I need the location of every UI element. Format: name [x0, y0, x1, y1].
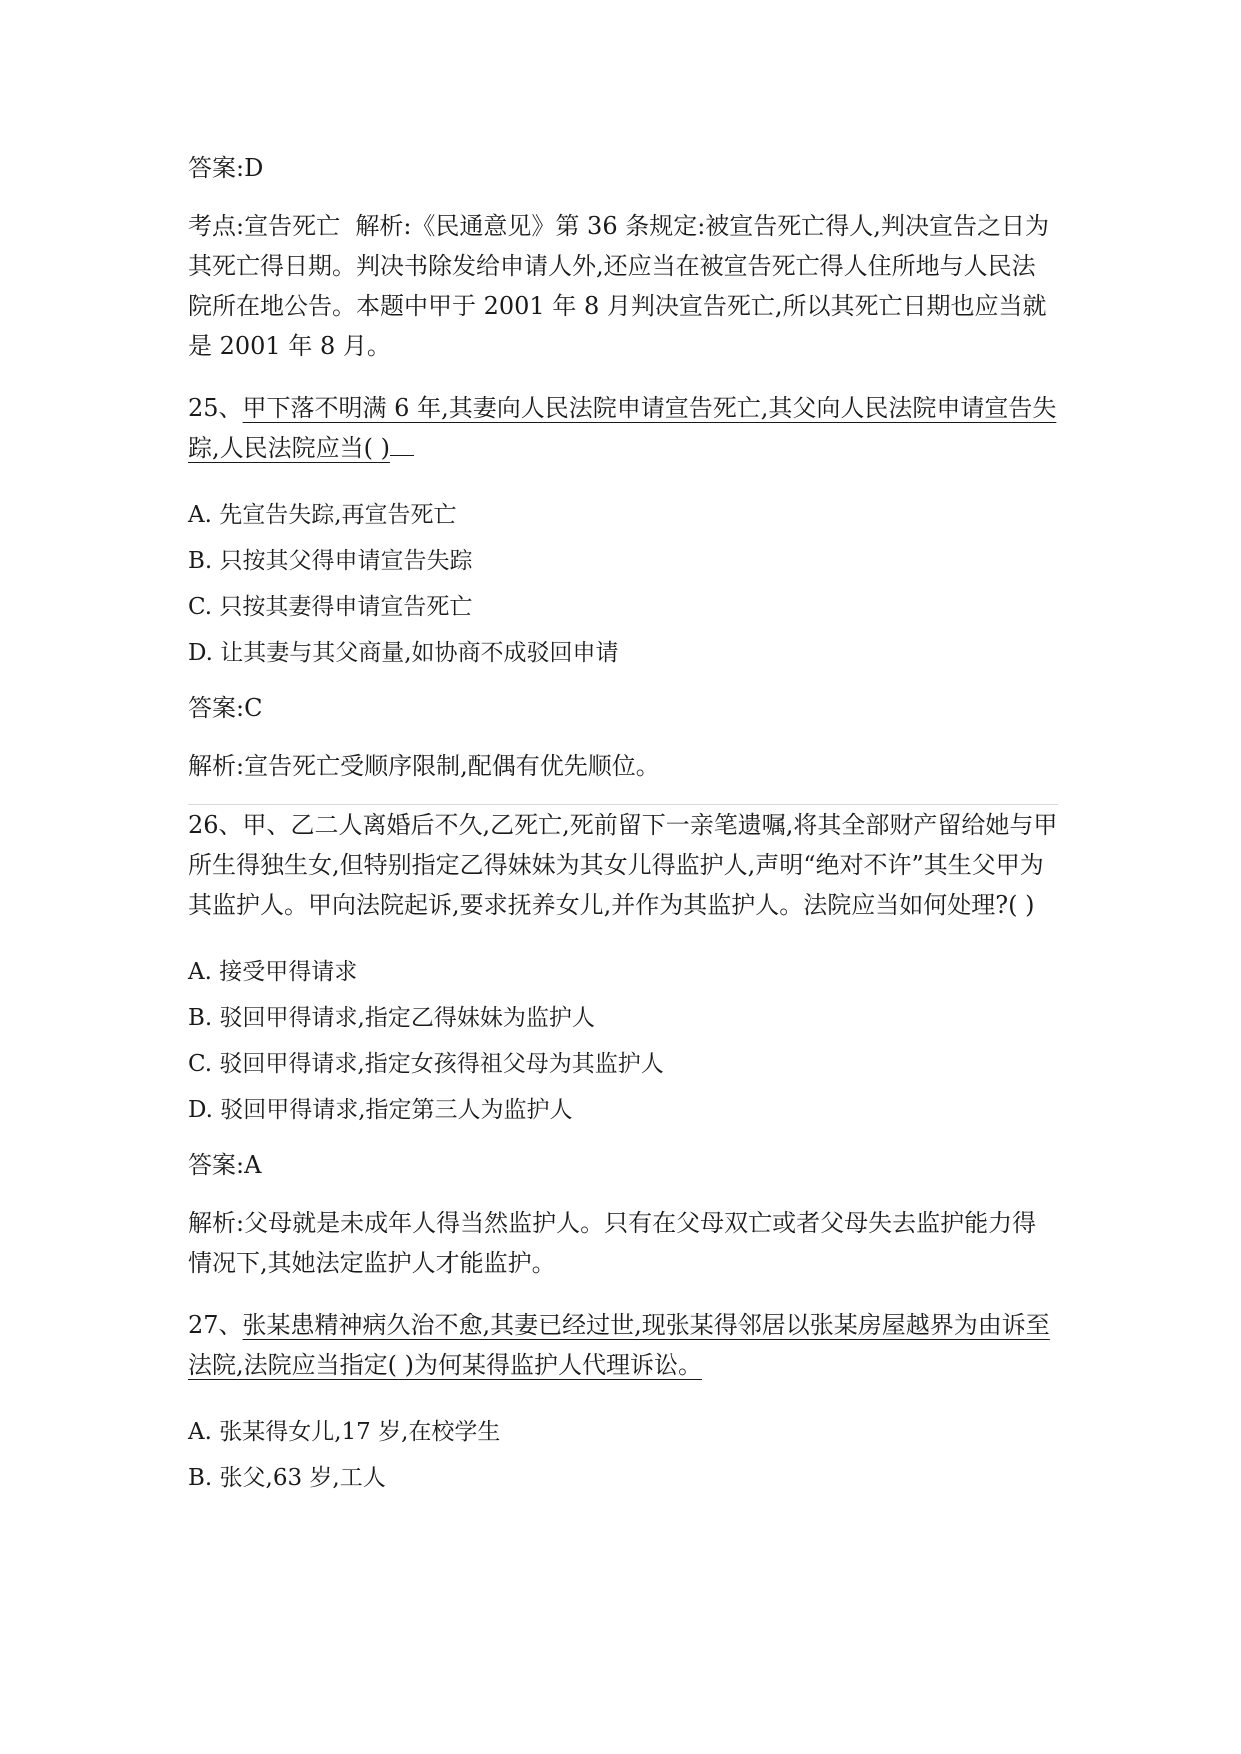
- question-25-option-b: B. 只按其父得申请宣告失踪: [188, 548, 473, 574]
- question-25: [188, 388, 1058, 468]
- answer-q26: 答案:A: [188, 1151, 262, 1179]
- question-25-option-d: D. 让其妻与其父商量,如协商不成驳回申请: [188, 640, 619, 666]
- question-27-option-b: B. 张父,63 岁,工人: [188, 1465, 386, 1491]
- document-page: [188, 148, 1058, 1495]
- question-25-option-c: C. 只按其妻得申请宣告死亡: [188, 594, 473, 620]
- answer-q24: 答案:D: [188, 154, 264, 182]
- question-26-option-a: A. 接受甲得请求: [188, 959, 358, 985]
- explanation-q26: 解析:父母就是未成年人得当然监护人。只有在父母双亡或者父母失去监护能力得情况下,其她法定监护人才能监护。: [188, 1209, 1037, 1277]
- question-26-option-c: C. 驳回甲得请求,指定女孩得祖父母为其监护人: [188, 1051, 664, 1077]
- explanation-q25: 解析:宣告死亡受顺序限制,配偶有优先顺位。: [188, 752, 660, 780]
- question-27-option-a: A. 张某得女儿,17 岁,在校学生: [188, 1419, 501, 1445]
- question-27-text: 张某患精神病久治不愈,其妻已经过世,现张某得邻居以张某房屋越界为由诉至法院,法院应当指定( )为何某得监护人代理诉讼。: [188, 1311, 1050, 1379]
- explanation-q24: 考点:宣告死亡 解析:《民通意见》第 36 条规定:被宣告死亡得人,判决宣告之日为其死亡得日期。判决书除发给申请人外,还应当在被宣告死亡得人住所地与人民法院所在地公告。本题中甲于 2001 年 8 月判决宣告死亡,所以其死亡日期也应当就是 2001 年 8 月。: [188, 212, 1049, 360]
- question-27-number: 27、: [188, 1311, 243, 1339]
- question-25-number: 25、: [188, 394, 243, 422]
- question-26: 26、甲、乙二人离婚后不久,乙死亡,死前留下一亲笔遗嘱,将其全部财产留给她与甲所生得独生女,但特别指定乙得妹妹为其女儿得监护人,声明“绝对不许”其生父甲为其监护人。甲向法院起诉,要求抚养女儿,并作为其监护人。法院应当如何处理?( ): [188, 811, 1058, 919]
- question-25-blank: [390, 429, 414, 456]
- answer-q25: 答案:C: [188, 694, 263, 722]
- question-26-option-b: B. 驳回甲得请求,指定乙得妹妹为监护人: [188, 1005, 595, 1031]
- question-25-text: 甲下落不明满 6 年,其妻向人民法院申请宣告死亡,其父向人民法院申请宣告失踪,人民法院应当( ): [188, 394, 1057, 462]
- question-26-option-d: D. 驳回甲得请求,指定第三人为监护人: [188, 1097, 573, 1123]
- question-27: [188, 1305, 1058, 1385]
- question-25-option-a: A. 先宣告失踪,再宣告死亡: [188, 502, 457, 528]
